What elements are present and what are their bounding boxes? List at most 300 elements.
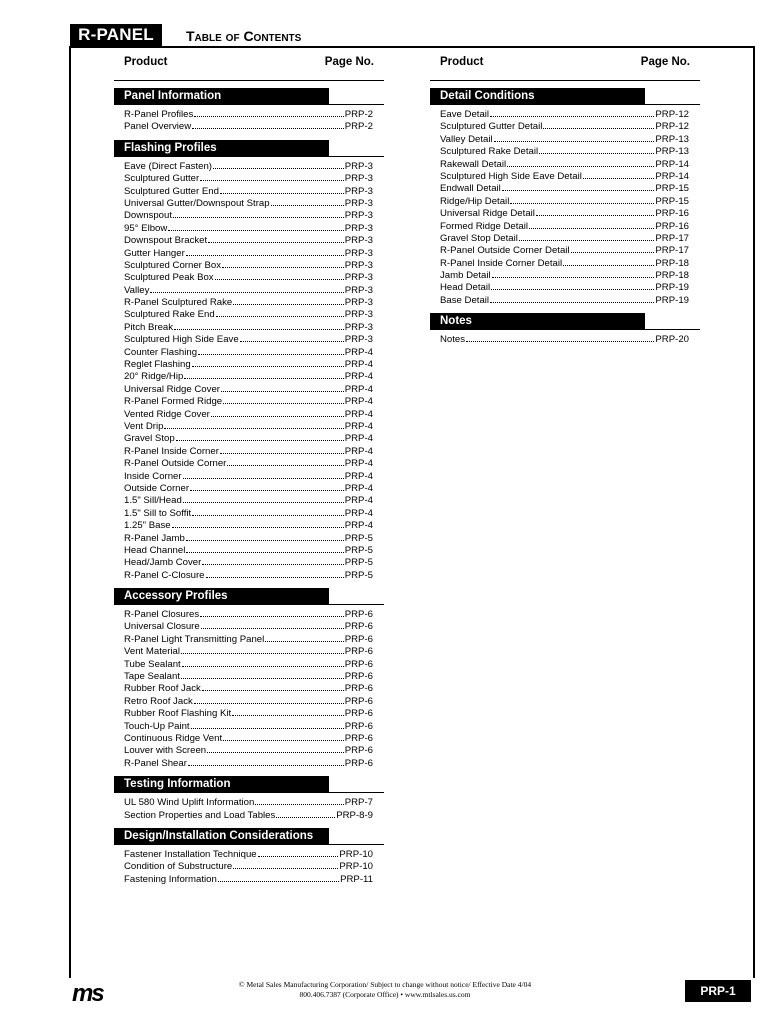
toc-sections (124, 88, 373, 885)
entry-name: Vent Material (124, 646, 180, 658)
section-title: Testing Information (114, 776, 329, 793)
dot-leader (502, 182, 655, 191)
toc-entry (124, 608, 373, 620)
entry-name: Sculptured High Side Eave Detail (440, 170, 582, 182)
entry-name: R-Panel Jamb (124, 532, 185, 544)
toc-entry (124, 408, 373, 420)
dot-leader (208, 234, 344, 243)
entry-page: PRP-4 (344, 458, 373, 470)
entry-name: Vent Drip (124, 420, 164, 432)
entry-name: Gravel Stop (124, 433, 175, 445)
entry-page: PRP-3 (344, 284, 373, 296)
dot-leader (190, 482, 344, 491)
entry-name: Downspout Bracket (124, 235, 208, 247)
dot-leader (184, 370, 343, 379)
entry-name: Rubber Roof Flashing Kit (124, 708, 232, 720)
entry-name: Sculptured Peak Box (124, 272, 214, 284)
page-no-header: Page No. (640, 56, 690, 68)
entry-page: PRP-3 (344, 247, 373, 259)
entry-page: PRP-19 (655, 294, 689, 306)
entry-page: PRP-6 (344, 708, 373, 720)
toc-entry (124, 720, 373, 732)
entry-name: Base Detail (440, 294, 490, 306)
footer-line-1: © Metal Sales Manufacturing Corporation/ Subject to change without notice/ Effective Date 4/04 (238, 980, 532, 989)
entry-name: Louver with Screen (124, 745, 207, 757)
entry-page: PRP-4 (344, 396, 373, 408)
entry-page: PRP-16 (655, 220, 689, 232)
entry-page: PRP-6 (344, 671, 373, 683)
toc-entry (440, 257, 689, 269)
dot-leader (215, 271, 344, 280)
section-title: Notes (430, 313, 645, 330)
section-title: Panel Information (114, 88, 329, 105)
entry-page: PRP-2 (344, 109, 373, 120)
dot-leader (188, 757, 344, 766)
entry-page: PRP-18 (655, 270, 689, 282)
section-header (124, 88, 373, 105)
entry-name: Sculptured High Side Eave (124, 334, 239, 346)
toc-entry (124, 658, 373, 670)
entry-name: Fastening Information (124, 873, 217, 885)
entry-name: Retro Roof Jack (124, 695, 193, 707)
entry-page: PRP-4 (344, 445, 373, 457)
toc-entry (440, 220, 689, 232)
dot-leader (220, 445, 344, 454)
entry-name: R-Panel Light Transmitting Panel (124, 633, 265, 645)
toc-entry (124, 395, 373, 407)
dot-leader (186, 544, 343, 553)
dot-leader (194, 695, 344, 704)
entry-name: Eave (Direct Fasten) (124, 160, 212, 172)
dot-leader (223, 395, 344, 404)
toc-entry (124, 470, 373, 482)
entry-page: PRP-3 (344, 321, 373, 333)
dot-leader (571, 244, 655, 253)
entry-page: PRP-6 (344, 633, 373, 645)
entry-page: PRP-19 (655, 282, 689, 294)
entry-page: PRP-14 (655, 158, 689, 170)
entry-name: Outside Corner (124, 482, 190, 494)
dot-leader (233, 296, 343, 305)
toc-entry (124, 457, 373, 469)
dot-leader (186, 532, 344, 541)
dot-leader (220, 185, 344, 194)
entry-page: PRP-12 (655, 121, 689, 133)
toc-entry (124, 873, 373, 885)
toc-entry (124, 321, 373, 333)
entry-name: UL 580 Wind Uplift Information (124, 797, 255, 809)
dot-leader (150, 284, 343, 293)
entry-page: PRP-2 (344, 121, 373, 133)
entry-page: PRP-6 (344, 646, 373, 658)
toc-section (124, 828, 373, 885)
entry-name: R-Panel Sculptured Rake (124, 297, 233, 309)
dot-leader (182, 658, 344, 667)
toc-entry (124, 172, 373, 184)
entry-page: PRP-11 (340, 873, 373, 885)
toc-entry (124, 860, 373, 872)
dot-leader (536, 207, 654, 216)
entry-name: 1.5" Sill to Soffit (124, 507, 192, 519)
dot-leader (181, 670, 344, 679)
section-title: Accessory Profiles (114, 588, 329, 605)
dot-leader (174, 321, 344, 330)
entry-name: Sculptured Corner Box (124, 259, 222, 271)
entry-list (124, 608, 373, 769)
dot-leader (492, 269, 655, 278)
dot-leader (207, 744, 344, 753)
toc-entry (124, 569, 373, 581)
entry-page: PRP-4 (344, 470, 373, 482)
entry-name: Universal Gutter/Downspout Strap (124, 197, 270, 209)
toc-entry (440, 182, 689, 194)
entry-page: PRP-6 (344, 720, 373, 732)
toc-entry (124, 197, 373, 209)
dot-leader (200, 608, 344, 617)
toc-entry (124, 222, 373, 234)
dot-leader (191, 720, 344, 729)
entry-page: PRP-17 (655, 232, 689, 244)
toc-entry (124, 809, 373, 821)
entry-name: Ridge/Hip Detail (440, 195, 510, 207)
toc-entry (124, 185, 373, 197)
entry-name: Inside Corner (124, 470, 182, 482)
entry-name: Universal Closure (124, 621, 200, 633)
entry-name: Endwall Detail (440, 183, 501, 195)
entry-name: Eave Detail (440, 109, 490, 120)
entry-name: Head Detail (440, 282, 491, 294)
dot-leader (507, 158, 654, 167)
section-header (124, 828, 373, 845)
entry-page: PRP-6 (344, 695, 373, 707)
toc-column-right (440, 56, 689, 346)
toc-entry (124, 482, 373, 494)
entry-name: R-Panel Shear (124, 757, 187, 769)
entry-name: Rubber Roof Jack (124, 683, 201, 695)
entry-page: PRP-6 (344, 658, 373, 670)
entry-name: Universal Ridge Cover (124, 383, 220, 395)
entry-name: R-Panel Outside Corner Detail (440, 245, 570, 257)
dot-leader (183, 494, 344, 503)
dot-leader (168, 222, 343, 231)
toc-entry (440, 145, 689, 157)
toc-entry (124, 556, 373, 568)
toc-entry (440, 207, 689, 219)
dot-leader (490, 108, 654, 117)
section-header (124, 776, 373, 793)
dot-leader (216, 308, 344, 317)
entry-list (440, 333, 689, 345)
entry-page: PRP-3 (344, 334, 373, 346)
entry-name: Rakewall Detail (440, 158, 507, 170)
toc-entry (440, 108, 689, 120)
entry-name: Downspout (124, 210, 172, 222)
entry-page: PRP-4 (344, 495, 373, 507)
entry-page: PRP-3 (344, 259, 373, 271)
dot-leader (539, 145, 654, 154)
dot-leader (202, 556, 343, 565)
entry-name: R-Panel Inside Corner (124, 445, 219, 457)
entry-page: PRP-4 (344, 371, 373, 383)
entry-name: R-Panel Inside Corner Detail (440, 257, 563, 269)
dot-leader (198, 346, 344, 355)
toc-entry (124, 358, 373, 370)
entry-name: Tape Sealant (124, 671, 181, 683)
toc-entry (124, 796, 373, 808)
entry-name: Sculptured Gutter Detail (440, 121, 543, 133)
toc-section (440, 313, 689, 345)
toc-entry (440, 195, 689, 207)
entry-page: PRP-3 (344, 185, 373, 197)
product-header: Product (440, 56, 484, 68)
toc-entry (440, 232, 689, 244)
toc-entry (124, 120, 373, 132)
toc-entry (124, 707, 373, 719)
toc-entry (124, 544, 373, 556)
entry-page: PRP-15 (655, 183, 689, 195)
entry-page: PRP-6 (344, 621, 373, 633)
page-no-header: Page No. (324, 56, 374, 68)
page-title: Table of Contents (186, 28, 302, 44)
entry-page: PRP-4 (344, 346, 373, 358)
toc-entry (440, 244, 689, 256)
toc-entry (124, 108, 373, 120)
dot-leader (192, 120, 344, 129)
toc-section (124, 88, 373, 133)
entry-page: PRP-5 (344, 544, 373, 556)
toc-entry (440, 333, 689, 345)
entry-page: PRP-16 (655, 208, 689, 220)
toc-entry (440, 281, 689, 293)
entry-name: Sculptured Gutter End (124, 185, 219, 197)
dot-leader (218, 873, 339, 882)
entry-page: PRP-12 (655, 109, 689, 120)
entry-page: PRP-4 (344, 507, 373, 519)
entry-name: Gutter Hanger (124, 247, 185, 259)
toc-entry (124, 308, 373, 320)
dot-leader (255, 796, 343, 805)
dot-leader (186, 247, 344, 256)
entry-page: PRP-6 (344, 609, 373, 621)
toc-entry (124, 234, 373, 246)
entry-list (124, 796, 373, 821)
entry-name: Section Properties and Load Tables (124, 809, 276, 821)
toc-entry (124, 744, 373, 756)
dot-leader (491, 281, 654, 290)
entry-page: PRP-6 (344, 732, 373, 744)
entry-page: PRP-3 (344, 197, 373, 209)
dot-leader (519, 232, 655, 241)
toc-section (124, 140, 373, 581)
entry-name: 20° Ridge/Hip (124, 371, 184, 383)
dot-leader (222, 259, 344, 268)
entry-list (124, 108, 373, 133)
entry-name: Condition of Substructure (124, 861, 233, 873)
toc-entry (124, 296, 373, 308)
section-header (124, 588, 373, 605)
entry-page: PRP-3 (344, 235, 373, 247)
entry-page: PRP-7 (344, 797, 373, 809)
entry-name: Head/Jamb Cover (124, 557, 202, 569)
entry-page: PRP-3 (344, 272, 373, 284)
dot-leader (466, 333, 654, 342)
toc-entry (124, 160, 373, 172)
section-header (124, 140, 373, 157)
toc-entry (440, 120, 689, 132)
entry-name: Pitch Break (124, 321, 174, 333)
entry-page: PRP-4 (344, 408, 373, 420)
entry-name: 95° Elbow (124, 222, 168, 234)
footer-line-2: 800.406.7387 (Corporate Office) • www.mtlsales.us.com (299, 990, 471, 999)
entry-list (124, 160, 373, 581)
entry-page: PRP-15 (655, 195, 689, 207)
toc-entry (440, 133, 689, 145)
section-header (440, 88, 689, 105)
entry-name: Reglet Flashing (124, 359, 191, 371)
toc-entry (440, 170, 689, 182)
dot-leader (211, 408, 344, 417)
company-logo: ms (72, 980, 103, 1007)
entry-page: PRP-6 (344, 683, 373, 695)
entry-list (124, 848, 373, 885)
toc-section (124, 776, 373, 821)
entry-page: PRP-4 (344, 482, 373, 494)
toc-entry (124, 848, 373, 860)
entry-name: R-Panel Outside Corner (124, 458, 227, 470)
toc-entry (124, 494, 373, 506)
entry-name: Vented Ridge Cover (124, 408, 210, 420)
entry-name: Counter Flashing (124, 346, 198, 358)
dot-leader (265, 633, 343, 642)
toc-sections (440, 88, 689, 346)
toc-entry (440, 294, 689, 306)
entry-page: PRP-4 (344, 359, 373, 371)
toc-entry (124, 620, 373, 632)
entry-name: Fastener Installation Technique (124, 848, 257, 860)
entry-name: Panel Overview (124, 121, 192, 133)
entry-name: Valley Detail (440, 133, 493, 145)
toc-section (124, 588, 373, 769)
dot-leader (494, 133, 655, 142)
entry-page: PRP-8-9 (336, 809, 373, 821)
dot-leader (233, 860, 338, 869)
dot-leader (213, 160, 344, 169)
toc-entry (124, 519, 373, 531)
entry-page: PRP-3 (344, 309, 373, 321)
dot-leader (258, 848, 339, 857)
entry-name: R-Panel Profiles (124, 109, 194, 120)
entry-page: PRP-3 (344, 160, 373, 172)
section-title: Design/Installation Considerations (114, 828, 329, 845)
entry-list (440, 108, 689, 306)
entry-name: R-Panel Closures (124, 609, 200, 621)
toc-entry (124, 247, 373, 259)
toc-entry (124, 757, 373, 769)
section-title: Flashing Profiles (114, 140, 329, 157)
entry-name: Formed Ridge Detail (440, 220, 528, 232)
entry-name: Sculptured Rake End (124, 309, 215, 321)
toc-entry (124, 370, 373, 382)
toc-entry (124, 695, 373, 707)
entry-page: PRP-13 (655, 133, 689, 145)
product-tab: R-PANEL (70, 24, 162, 46)
dot-leader (232, 707, 344, 716)
entry-name: Head Channel (124, 544, 186, 556)
entry-name: Valley (124, 284, 150, 296)
entry-page: PRP-5 (344, 532, 373, 544)
toc-entry (124, 284, 373, 296)
dot-leader (181, 645, 344, 654)
entry-name: 1.25" Base (124, 520, 171, 532)
entry-name: Notes (440, 334, 466, 346)
entry-name: Continuous Ridge Vent (124, 732, 223, 744)
dot-leader (200, 172, 344, 181)
dot-leader (202, 682, 344, 691)
entry-page: PRP-6 (344, 745, 373, 757)
entry-page: PRP-5 (344, 569, 373, 581)
toc-entry (440, 269, 689, 281)
dot-leader (223, 732, 344, 741)
dot-leader (176, 432, 344, 441)
footer-copyright (160, 980, 610, 1000)
entry-name: Touch-Up Paint (124, 720, 190, 732)
dot-leader (192, 358, 344, 367)
toc-entry (124, 383, 373, 395)
dot-leader (583, 170, 655, 179)
entry-page: PRP-3 (344, 173, 373, 185)
dot-leader (543, 120, 654, 129)
page-number-tab: PRP-1 (685, 980, 751, 1002)
toc-entry (124, 732, 373, 744)
entry-name: Tube Sealant (124, 658, 181, 670)
toc-entry (440, 158, 689, 170)
entry-page: PRP-4 (344, 433, 373, 445)
dot-leader (276, 809, 335, 818)
dot-leader (194, 108, 343, 117)
entry-page: PRP-13 (655, 146, 689, 158)
dot-leader (164, 420, 343, 429)
dot-leader (271, 197, 344, 206)
toc-entry (124, 670, 373, 682)
entry-page: PRP-14 (655, 170, 689, 182)
toc-entry (124, 209, 373, 221)
column-header (114, 56, 384, 81)
dot-leader (183, 470, 344, 479)
toc-column-left (124, 56, 373, 885)
section-header (440, 313, 689, 330)
entry-page: PRP-3 (344, 297, 373, 309)
dot-leader (192, 507, 344, 516)
entry-page: PRP-10 (339, 861, 373, 873)
product-header: Product (124, 56, 168, 68)
entry-name: R-Panel C-Closure (124, 569, 205, 581)
entry-page: PRP-4 (344, 420, 373, 432)
dot-leader (227, 457, 343, 466)
toc-entry (124, 333, 373, 345)
dot-leader (529, 220, 654, 229)
toc-entry (124, 420, 373, 432)
entry-page: PRP-3 (344, 222, 373, 234)
toc-entry (124, 432, 373, 444)
entry-page: PRP-4 (344, 383, 373, 395)
toc-entry (124, 645, 373, 657)
column-header (430, 56, 700, 81)
toc-entry (124, 346, 373, 358)
toc-entry (124, 682, 373, 694)
toc-section (440, 88, 689, 306)
dot-leader (172, 519, 344, 528)
entry-page: PRP-6 (344, 757, 373, 769)
